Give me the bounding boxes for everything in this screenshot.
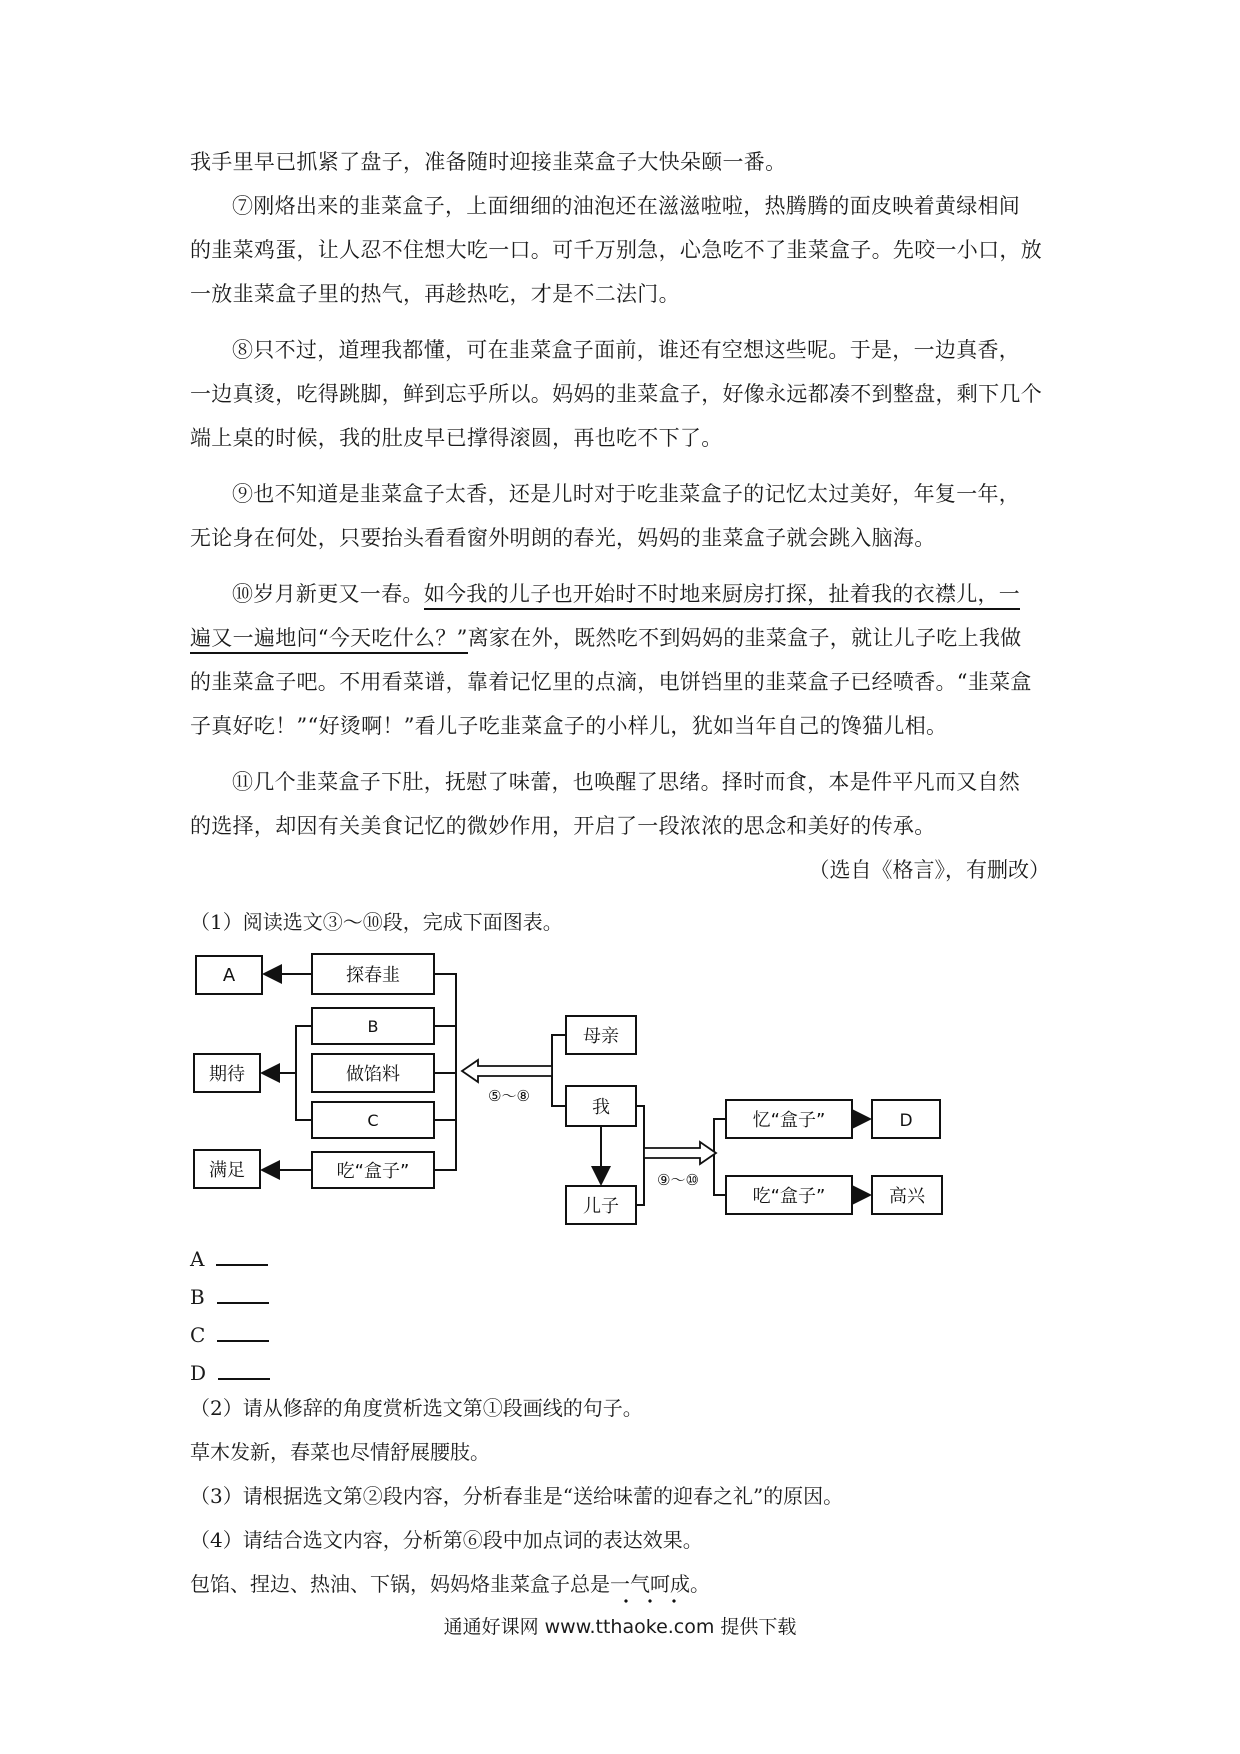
paragraph-8-line: ⑧只不过，道理我都懂，可在韭菜盒子面前，谁还有空想这些呢。于是，一边真香，: [232, 338, 1021, 362]
answer-d: [190, 1358, 270, 1385]
quote-end: 。: [690, 1572, 710, 1596]
diagram-box-b: B: [367, 1017, 379, 1036]
passage-line: 的韭菜盒子吧。不用看菜谱，靠着记忆里的点滴，电饼铛里的韭菜盒子已经喷香。“韭菜盒: [190, 670, 1032, 694]
diagram-tan-chun-jiu: 探春韭: [346, 965, 400, 986]
answer-d-label: D: [190, 1361, 207, 1385]
question-3: （3）请根据选文第②段内容，分析春韭是“送给味蕾的迎春之礼”的原因。: [190, 1484, 844, 1508]
paragraph-10-start: ⑩岁月新更又一春。: [232, 582, 424, 606]
diagram-gao-xing: 高兴: [889, 1186, 925, 1207]
diagram-chi-hezi-right: 吃“盒子”: [752, 1186, 826, 1207]
underlined-sentence: 如今我的儿子也开始时不时地来厨房打探，扯着我的衣襟儿，一: [424, 582, 1020, 610]
passage-line: 的选择，却因有关美食记忆的微妙作用，开启了一段浓浓的思念和美好的传承。: [190, 814, 936, 838]
answer-c-label: C: [190, 1323, 206, 1347]
paragraph-11-line: ⑪几个韭菜盒子下肚，抚慰了味蕾，也唤醒了思绪。择时而食，本是件平凡而又自然: [232, 770, 1021, 794]
diagram-zuo-xian-liao: 做馅料: [346, 1064, 400, 1085]
passage-line: 子真好吃！”“好烫啊！”看儿子吃韭菜盒子的小样儿，犹如当年自己的馋猫儿相。: [190, 714, 948, 738]
passage-line: 我手里早已抓紧了盘子，准备随时迎接韭菜盒子大快朵颐一番。: [190, 150, 787, 174]
answer-b: [190, 1282, 269, 1309]
question-2: （2）请从修辞的角度赏析选文第①段画线的句子。: [190, 1396, 643, 1420]
flow-diagram: [0, 950, 1240, 1250]
question-4-quote: [190, 1572, 710, 1596]
paragraph-10-line: [232, 582, 1020, 606]
answer-c-blank[interactable]: [217, 1320, 269, 1342]
source-citation: （选自《格言》，有删改）: [808, 858, 1050, 882]
diagram-mu-qin: 母亲: [583, 1026, 619, 1047]
answer-b-blank[interactable]: [217, 1282, 269, 1304]
passage-line: 的韭菜鸡蛋，让人忍不住想大吃一口。可千万别急，心急吃不了韭菜盒子。先咬一小口，放: [190, 238, 1042, 262]
passage-line: 一边真烫，吃得跳脚，鲜到忘乎所以。妈妈的韭菜盒子，好像永远都凑不到整盘，剩下几个: [190, 382, 1042, 406]
passage-line: 无论身在何处，只要抬头看看窗外明朗的春光，妈妈的韭菜盒子就会跳入脑海。: [190, 526, 936, 550]
diagram-box-a: A: [222, 965, 236, 986]
passage-line: [190, 626, 1021, 650]
diagram-chi-hezi-left: 吃“盒子”: [336, 1161, 410, 1182]
diagram-man-zu: 满足: [209, 1160, 245, 1181]
answer-c: [190, 1320, 269, 1347]
diagram-box-c: C: [367, 1111, 379, 1130]
question-2-quote: 草木发新，春菜也尽情舒展腰肢。: [190, 1440, 490, 1464]
diagram-box-d: D: [899, 1111, 913, 1131]
dotted-emphasis-word: 一气呵成: [610, 1572, 690, 1604]
diagram-er-zi: 儿子: [583, 1196, 619, 1217]
answer-b-label: B: [190, 1285, 205, 1309]
answer-d-blank[interactable]: [218, 1358, 270, 1380]
diagram-yi-hezi: 忆“盒子”: [752, 1110, 826, 1131]
paragraph-7-line: ⑦刚烙出来的韭菜盒子，上面细细的油泡还在滋滋啦啦，热腾腾的面皮映着黄绿相间: [232, 194, 1021, 218]
answer-a-label: A: [190, 1247, 205, 1271]
footer-credit: 通通好课网 www.tthaoke.com 提供下载: [443, 1616, 797, 1638]
question-1: （1）阅读选文③～⑩段，完成下面图表。: [190, 910, 563, 934]
underlined-sentence: 遍又一遍地问“今天吃什么？”: [190, 626, 468, 654]
question-4: （4）请结合选文内容，分析第⑥段中加点词的表达效果。: [190, 1528, 703, 1552]
passage-text: 离家在外，既然吃不到妈妈的韭菜盒子，就让儿子吃上我做: [467, 626, 1022, 650]
diagram-qi-dai: 期待: [209, 1064, 245, 1085]
answer-a: [190, 1244, 268, 1271]
diagram-arrow-right-label: ⑨～⑩: [657, 1171, 699, 1189]
diagram-arrow-left-label: ⑤～⑧: [488, 1087, 530, 1105]
passage-line: 一放韭菜盒子里的热气，再趁热吃，才是不二法门。: [190, 282, 680, 306]
quote-text: 包馅、捏边、热油、下锅，妈妈烙韭菜盒子总是: [190, 1572, 610, 1596]
paragraph-9-line: ⑨也不知道是韭菜盒子太香，还是儿时对于吃韭菜盒子的记忆太过美好，年复一年，: [232, 482, 1021, 506]
diagram-wo: 我: [592, 1097, 610, 1118]
passage-line: 端上桌的时候，我的肚皮早已撑得滚圆，再也吃不下了。: [190, 426, 723, 450]
answer-a-blank[interactable]: [216, 1244, 268, 1266]
